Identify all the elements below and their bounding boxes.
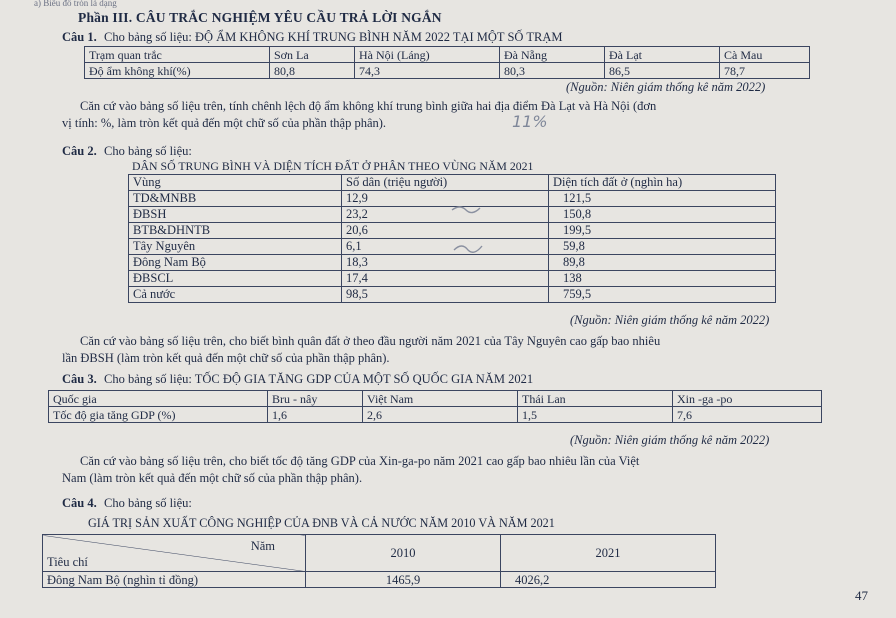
table-cell: 121,5 bbox=[549, 191, 776, 207]
q1-table bbox=[84, 46, 810, 79]
q1-text-line2: vị tính: %, làm tròn kết quả đến một chữ số của phần thập phân). bbox=[62, 116, 387, 130]
table-cell: 80,8 bbox=[270, 63, 355, 79]
table-header-row bbox=[129, 175, 776, 191]
part-title: Phần III. CÂU TRẮC NGHIỆM YÊU CẦU TRẢ LỜI NGẮN bbox=[78, 10, 442, 25]
q3-label: Câu 3. bbox=[62, 372, 97, 386]
q4-label: Câu 4. bbox=[62, 496, 97, 510]
table-cell: 74,3 bbox=[355, 63, 500, 79]
table-header-row bbox=[43, 535, 716, 572]
table-cell: Đông Nam Bộ bbox=[129, 255, 342, 271]
table-cell: Việt Nam bbox=[363, 391, 518, 407]
table-cell: ĐBSCL bbox=[129, 271, 342, 287]
table-cell: 1465,9 bbox=[306, 572, 501, 588]
table-cell: Xin -ga -po bbox=[673, 391, 822, 407]
q4-table bbox=[42, 534, 716, 588]
table-cell: 199,5 bbox=[549, 223, 776, 239]
table-cell: 23,2 bbox=[342, 207, 549, 223]
table-cell: ĐBSH bbox=[129, 207, 342, 223]
q1-source: (Nguồn: Niên giám thống kê năm 2022) bbox=[566, 80, 766, 94]
table-cell: 4026,2 bbox=[501, 572, 716, 588]
q1-text-line1: Căn cứ vào bảng số liệu trên, tính chênh lệch độ ẩm không khí trung bình giữa hai địa điểm Đà Lạt và Hà Nội (đơn bbox=[80, 99, 657, 113]
table-cell: Đông Nam Bộ (nghìn tỉ đồng) bbox=[43, 572, 306, 588]
table-row bbox=[43, 572, 716, 588]
table-row bbox=[129, 287, 776, 303]
pencil-scribble-marks bbox=[450, 200, 500, 260]
table-cell: 18,3 bbox=[342, 255, 549, 271]
page-number: 47 bbox=[855, 588, 868, 603]
table-cell: 1,5 bbox=[518, 407, 673, 423]
table-cell: Đà Lạt bbox=[605, 47, 720, 63]
table-cell: Hà Nội (Láng) bbox=[355, 47, 500, 63]
table-cell: 78,7 bbox=[720, 63, 810, 79]
table-cell: Độ ẩm không khí(%) bbox=[85, 63, 270, 79]
table-cell: 89,8 bbox=[549, 255, 776, 271]
table-cell: 7,6 bbox=[673, 407, 822, 423]
table-cell: 1,6 bbox=[268, 407, 363, 423]
header-criteria-label: Tiêu chí bbox=[47, 555, 88, 569]
table-cell: 6,1 bbox=[342, 239, 549, 255]
q3-table bbox=[48, 390, 822, 423]
table-header-cell: Vùng bbox=[129, 175, 342, 191]
table-cell: 759,5 bbox=[549, 287, 776, 303]
table-cell: 138 bbox=[549, 271, 776, 287]
table-cell: 20,6 bbox=[342, 223, 549, 239]
table-row bbox=[129, 271, 776, 287]
table-header-cell: 2021 bbox=[501, 535, 716, 572]
table-cell: Cà Mau bbox=[720, 47, 810, 63]
q2-label: Câu 2. bbox=[62, 144, 97, 158]
table-row bbox=[49, 391, 822, 407]
table-cell: Tốc độ gia tăng GDP (%) bbox=[49, 407, 268, 423]
q1-label: Câu 1. bbox=[62, 30, 97, 44]
table-row bbox=[85, 63, 810, 79]
table-cell: Thái Lan bbox=[518, 391, 673, 407]
table-header-cell: Số dân (triệu người) bbox=[342, 175, 549, 191]
table-cell: Đà Nẵng bbox=[500, 47, 605, 63]
table-cell: 98,5 bbox=[342, 287, 549, 303]
q2-text-line2: lần ĐBSH (làm tròn kết quả đến một chữ số của phần thập phân). bbox=[62, 351, 390, 365]
table-row bbox=[85, 47, 810, 63]
table-row bbox=[49, 407, 822, 423]
table-cell: Sơn La bbox=[270, 47, 355, 63]
q2-intro: Cho bảng số liệu: bbox=[104, 144, 192, 158]
table-cell: Trạm quan trắc bbox=[85, 47, 270, 63]
table-header-diagonal-cell bbox=[43, 535, 306, 572]
table-header-cell: Diện tích đất ở (nghìn ha) bbox=[549, 175, 776, 191]
table-header-cell: 2010 bbox=[306, 535, 501, 572]
q3-intro: Cho bảng số liệu: TỐC ĐỘ GIA TĂNG GDP CỦA MỘT SỐ QUỐC GIA NĂM 2021 bbox=[104, 372, 534, 386]
table-cell: 59,8 bbox=[549, 239, 776, 255]
table-cell: 86,5 bbox=[605, 63, 720, 79]
q1-handwritten-answer: 11% bbox=[512, 112, 548, 131]
table-cell: Tây Nguyên bbox=[129, 239, 342, 255]
q3-source: (Nguồn: Niên giám thống kê năm 2022) bbox=[570, 433, 770, 447]
q3-text-line1: Căn cứ vào bảng số liệu trên, cho biết tốc độ tăng GDP của Xin-ga-po năm 2021 cao gấp bao nhiêu lần của Việt bbox=[80, 454, 640, 468]
table-cell: 12,9 bbox=[342, 191, 549, 207]
table-cell: Bru - nây bbox=[268, 391, 363, 407]
q3-text-line2: Nam (làm tròn kết quả đến một chữ số của phần thập phân). bbox=[62, 471, 363, 485]
table-cell: 150,8 bbox=[549, 207, 776, 223]
q2-table-title: DÂN SỐ TRUNG BÌNH VÀ DIỆN TÍCH ĐẤT Ở PHÂN THEO VÙNG NĂM 2021 bbox=[132, 159, 534, 173]
q4-intro: Cho bảng số liệu: bbox=[104, 496, 192, 510]
q2-text-line1: Căn cứ vào bảng số liệu trên, cho biết bình quân đất ở theo đầu người năm 2021 của Tây Nguyên cao gấp bao nhiêu bbox=[80, 334, 661, 348]
q2-source: (Nguồn: Niên giám thống kê năm 2022) bbox=[570, 313, 770, 327]
table-cell: Cả nước bbox=[129, 287, 342, 303]
header-year-label: Năm bbox=[250, 539, 275, 553]
table-cell: 17,4 bbox=[342, 271, 549, 287]
table-cell: Quốc gia bbox=[49, 391, 268, 407]
q4-table-title: GIÁ TRỊ SẢN XUẤT CÔNG NGHIỆP CỦA ĐNB VÀ CẢ NƯỚC NĂM 2010 VÀ NĂM 2021 bbox=[88, 516, 555, 530]
table-cell: 80,3 bbox=[500, 63, 605, 79]
table-cell: BTB&DHNTB bbox=[129, 223, 342, 239]
table-cell: TD&MNBB bbox=[129, 191, 342, 207]
table-cell: 2,6 bbox=[363, 407, 518, 423]
header-fragment: a) Biểu đồ tròn là dạng bbox=[34, 0, 117, 8]
q1-intro: Cho bảng số liệu: ĐỘ ẨM KHÔNG KHÍ TRUNG BÌNH NĂM 2022 TẠI MỘT SỐ TRẠM bbox=[104, 30, 563, 44]
